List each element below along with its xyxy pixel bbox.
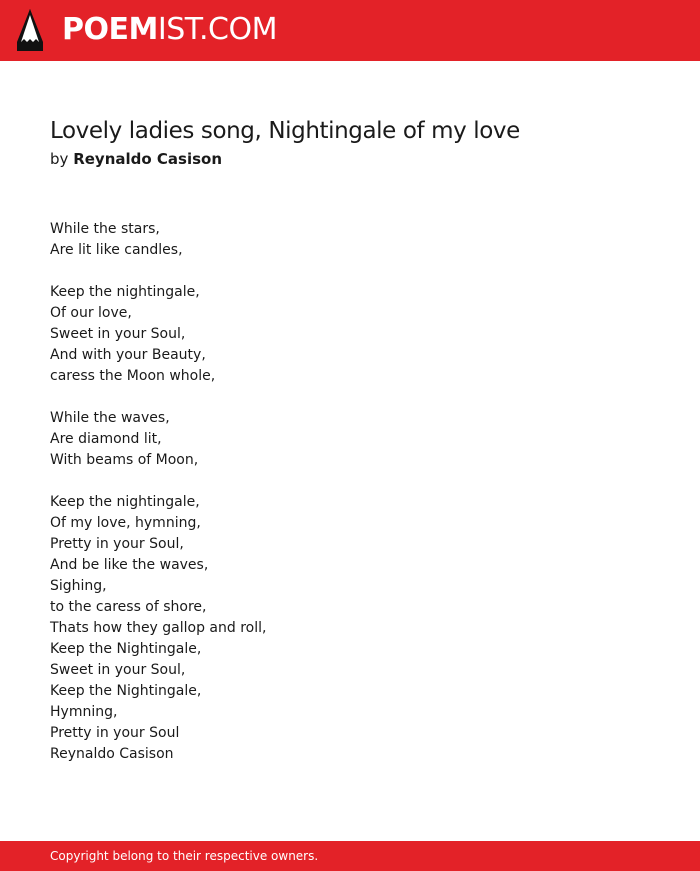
logo-light-text: IST.COM <box>157 12 277 47</box>
poem-line: Of our love, <box>50 305 132 321</box>
poem-line: Of my love, hymning, <box>50 515 201 531</box>
poem-line: Are lit like candles, <box>50 242 183 258</box>
logo-bold-text: POEM <box>62 12 158 47</box>
poem-line: to the caress of shore, <box>50 599 207 615</box>
stanza <box>50 492 266 765</box>
poem-title: Lovely ladies song, Nightingale of my love <box>50 118 520 144</box>
stanza <box>50 282 266 387</box>
poem-line: Pretty in your Soul, <box>50 536 184 552</box>
poem-line: Keep the nightingale, <box>50 284 200 300</box>
site-header <box>0 0 700 61</box>
poem-line: And with your Beauty, <box>50 347 206 363</box>
poem-line: Keep the Nightingale, <box>50 683 202 699</box>
poem-line: Pretty in your Soul <box>50 725 180 741</box>
poem-line: Keep the Nightingale, <box>50 641 202 657</box>
poem-line: Sighing, <box>50 578 107 594</box>
site-logo[interactable] <box>62 12 277 48</box>
poem-line: And be like the waves, <box>50 557 209 573</box>
stanza <box>50 219 266 261</box>
poem-line: While the stars, <box>50 221 160 237</box>
poem-line: Keep the nightingale, <box>50 494 200 510</box>
poem-line: Thats how they gallop and roll, <box>50 620 267 636</box>
poem-line: Sweet in your Soul, <box>50 326 186 342</box>
poem-line: Hymning, <box>50 704 118 720</box>
poem-line: With beams of Moon, <box>50 452 199 468</box>
poem-line: Reynaldo Casison <box>50 746 174 762</box>
site-footer <box>0 841 700 871</box>
poem-line: Sweet in your Soul, <box>50 662 186 678</box>
stanza <box>50 408 266 471</box>
copyright-notice: Copyright belong to their respective owners. <box>50 849 319 863</box>
poem-line: Are diamond lit, <box>50 431 162 447</box>
poem-line: While the waves, <box>50 410 170 426</box>
poem-line: caress the Moon whole, <box>50 368 216 384</box>
byline <box>50 149 222 169</box>
poem-body <box>50 219 266 765</box>
by-label: by <box>50 150 69 168</box>
pen-nib-icon <box>17 9 43 51</box>
author-name: Reynaldo Casison <box>73 150 223 168</box>
